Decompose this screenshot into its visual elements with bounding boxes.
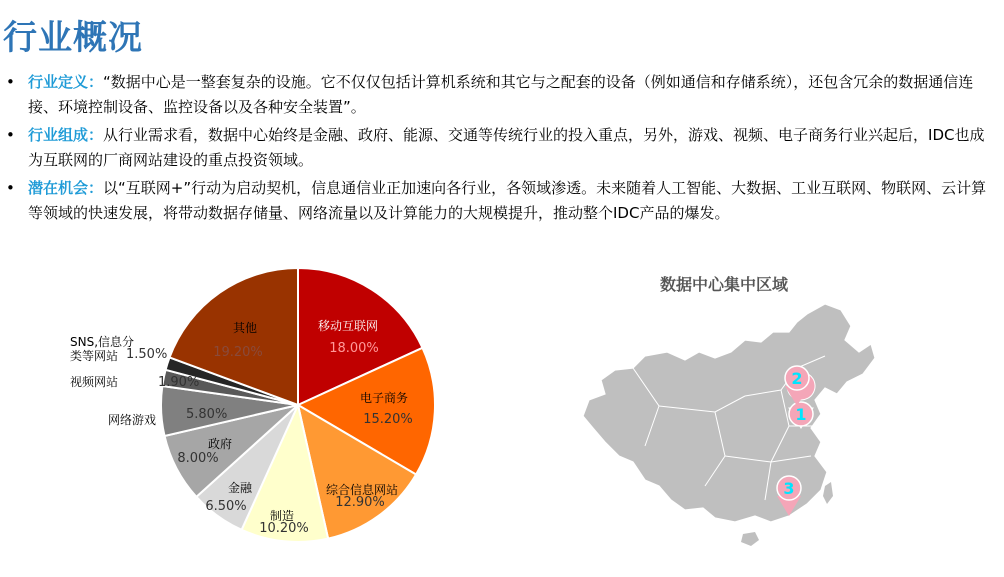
map-marker-label: 3 [783,479,795,498]
pie-slice-name-label: SNS,信息分类等网站 [70,335,135,363]
bullet-label: 行业组成： [28,126,104,144]
pie-slice-name-label: 金融 [227,481,253,495]
pie-slice-name-label: 其他 [232,321,258,335]
pie-slice-name-label: 视频网站 [70,375,119,389]
pie-slice-value-label: 15.20% [363,412,413,427]
pie-slice-value-label: 12.90% [335,495,385,510]
pie-slice-value-label: 6.50% [205,499,247,514]
pie-slice-value-label: 1.50% [126,347,168,362]
bullet-definition [0,70,998,120]
pie-chart [0,262,560,573]
taiwan-island [823,482,833,504]
page-title: 行业概况 [3,18,143,58]
bullet-dot: • [6,73,15,91]
bullet-text: 从行业需求看，数据中心始终是金融、政府、能源、交通等传统行业的投入重点，另外，游戏、视频、电子商务行业兴起后，IDC也成为互联网的厂商网站建设的重点投资领域。 [28,126,985,169]
pie-slice-name-label: 制造 [269,509,295,523]
hainan-island [741,532,759,546]
pie-slice-name-label: 综合信息网站 [325,483,399,497]
pie-slice-value-label: 8.00% [177,451,219,466]
pie-slice-name-label: 电子商务 [359,391,409,405]
bullet-dot: • [6,126,15,144]
pie-slice-value-label: 10.20% [259,521,309,536]
map-title: 数据中心集中区域 [660,275,789,294]
bullet-text: 以“互联网+”行动为启动契机，信息通信业正加速向各行业，各领域渗透。未来随着人工智能、大数据、工业互联网、物联网、云计算等领域的快速发展，将带动数据存储量、网络流量以及计算能力的大规模提升，推动整个IDC产品的爆发。 [28,179,987,222]
bullet-composition [0,123,998,173]
pie-slice-value-label: 5.80% [186,407,228,422]
pie-slice-name-label: 政府 [207,437,233,451]
pie-slice-name-label: 网络游戏 [108,413,157,427]
pie-slice-value-label: 18.00% [329,341,379,356]
bullet-opportunity [0,176,998,226]
pie-slice-name-label: 移动互联网 [317,319,379,333]
pie-chart-container [0,262,560,573]
bullet-text: “数据中心是一整套复杂的设施。它不仅仅包括计算机系统和其它与之配套的设备（例如通信和存储系统），还包含冗余的数据通信连接、环境控制设备、监控设备以及各种安全装置”。 [28,73,974,116]
bullet-list [0,70,1004,229]
pie-slice-value-label: 19.20% [213,345,263,360]
china-map [575,296,1004,573]
map-marker-label: 1 [795,405,807,424]
bullet-dot: • [6,179,15,197]
pie-slice-value-label: 1.90% [158,375,200,390]
bullet-label: 行业定义： [28,73,104,91]
map-marker-label: 2 [791,369,803,388]
bullet-label: 潜在机会： [28,179,104,197]
